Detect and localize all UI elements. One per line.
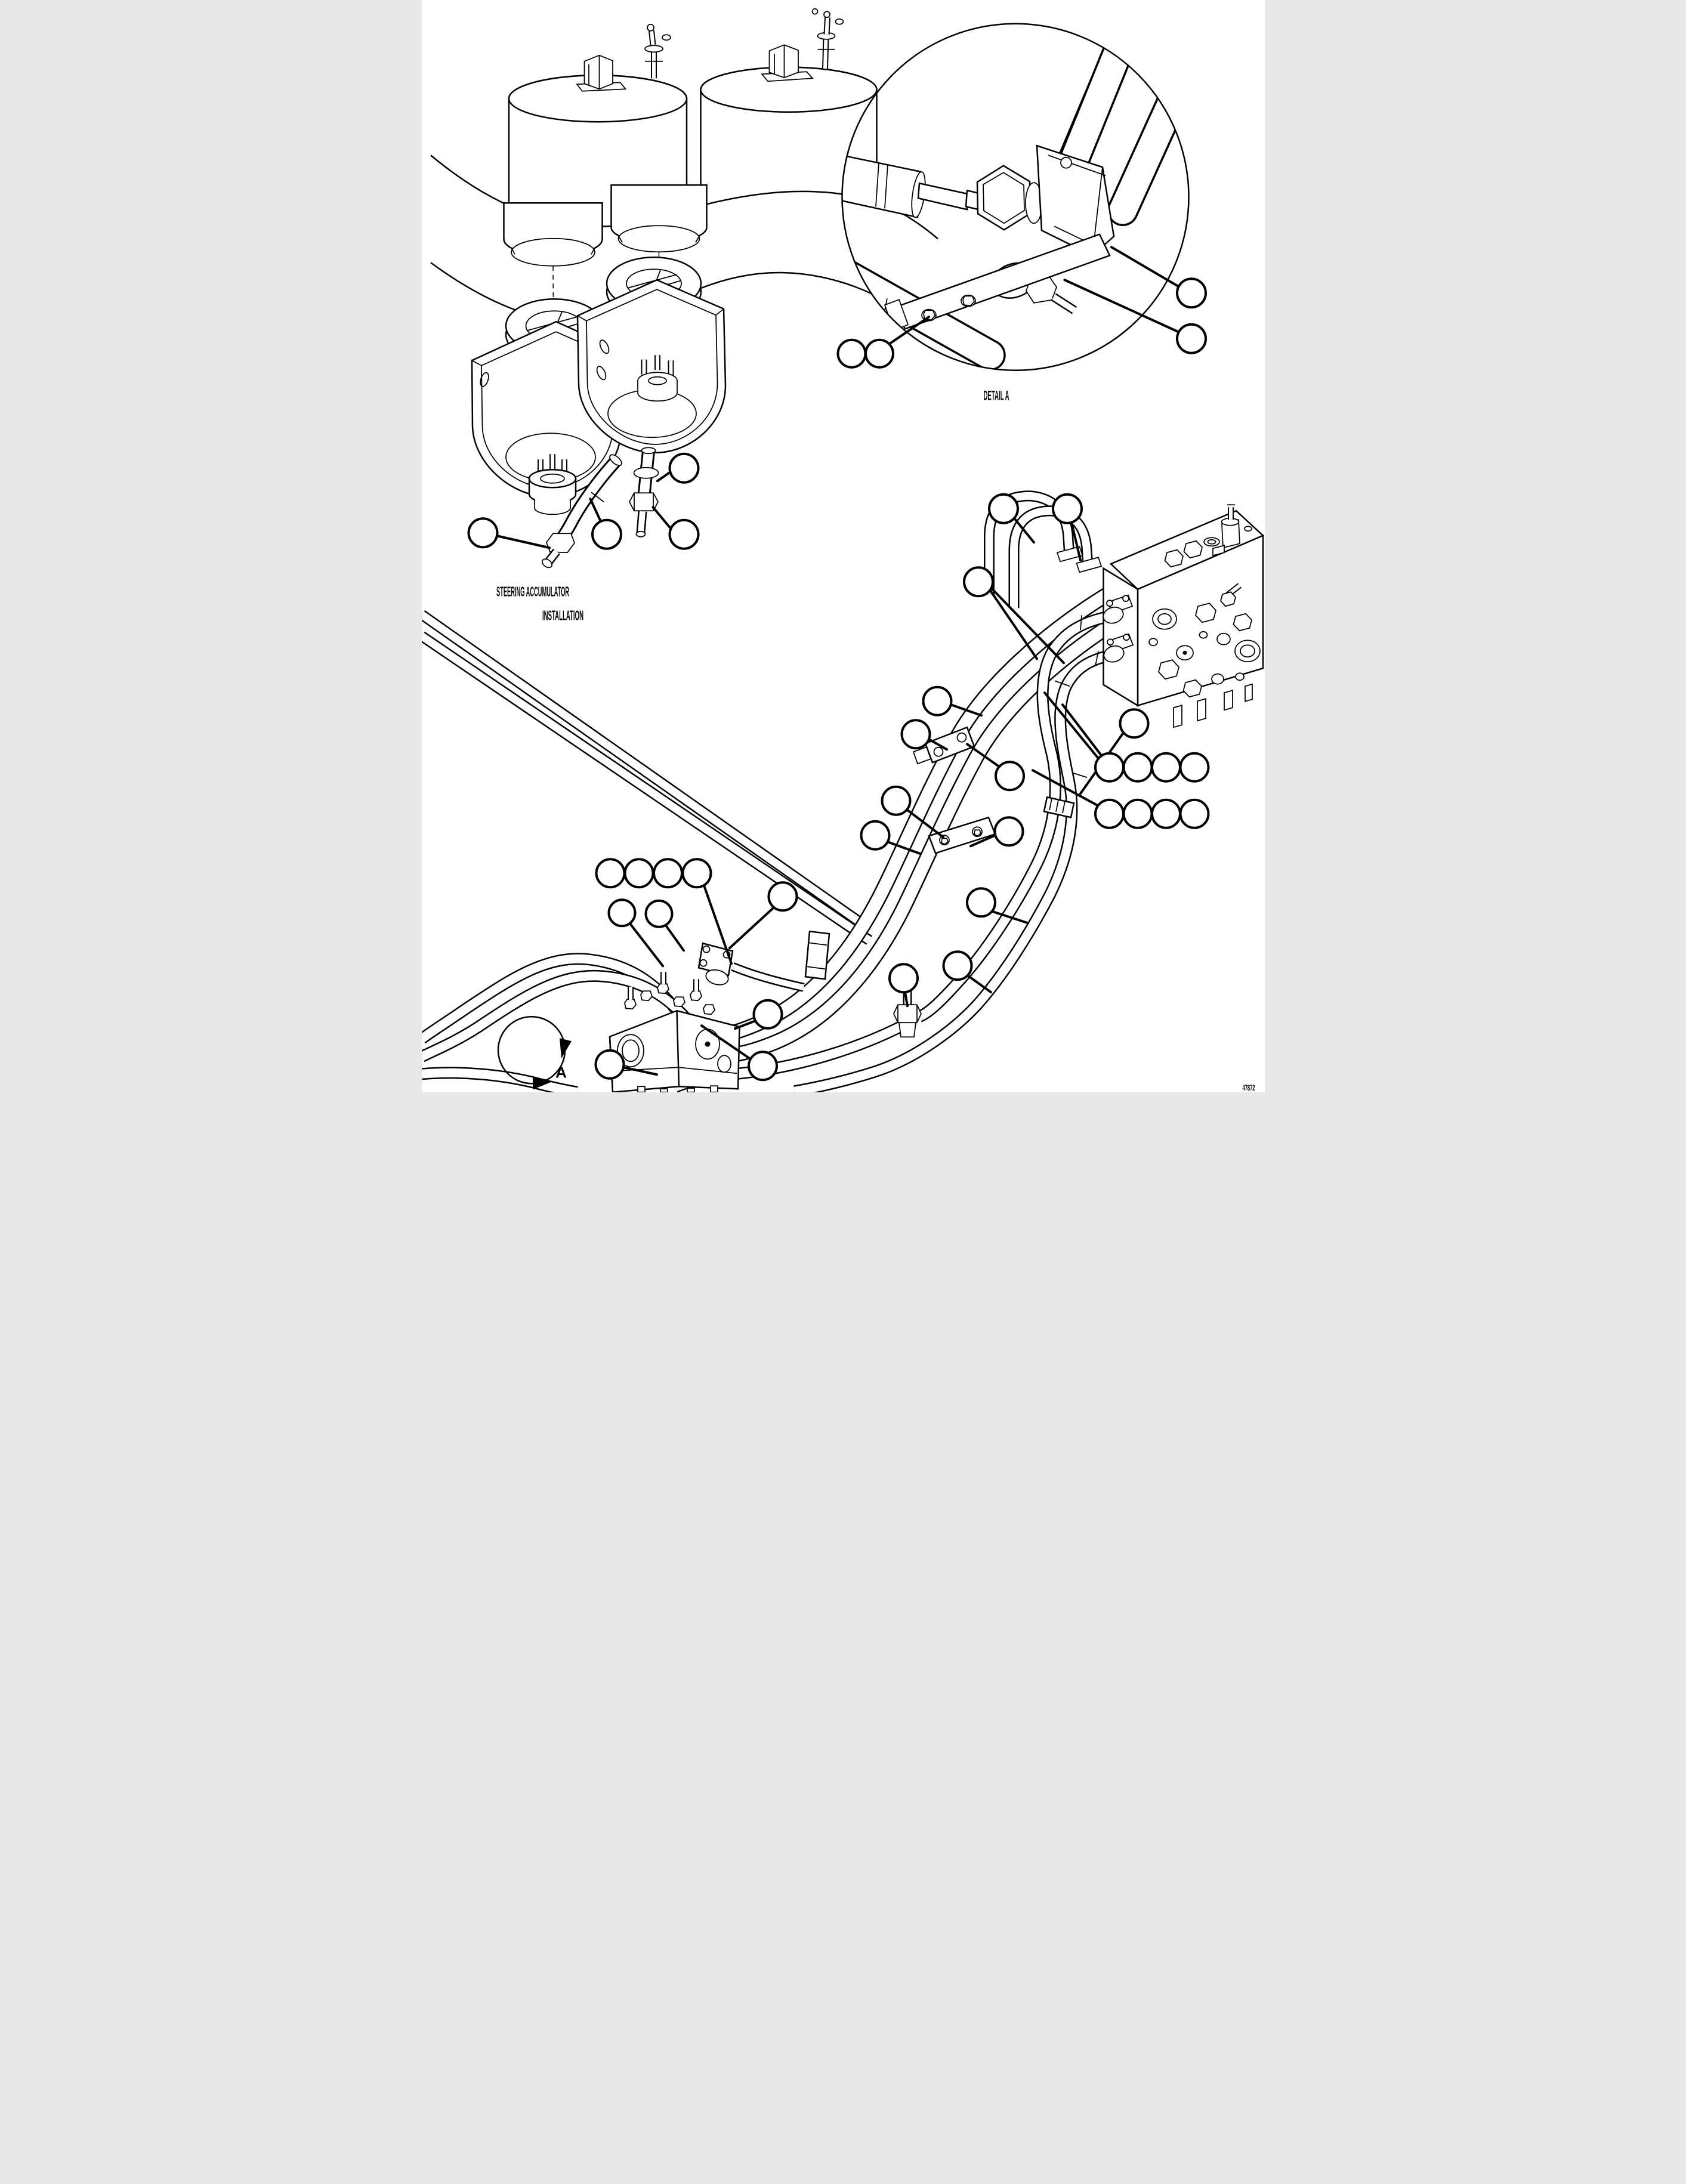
leader-line (590, 499, 601, 521)
leader-line (653, 507, 671, 529)
leader-line (630, 923, 663, 966)
flange-in-bracket (638, 355, 677, 401)
callout-balloon (596, 859, 624, 887)
detail-a-caption: DETAIL A (983, 388, 1009, 403)
drawing-number: 47872 (1242, 1083, 1255, 1092)
callout-balloon (749, 1052, 777, 1080)
steering-accumulator-figure (431, 9, 938, 623)
callout-balloon (625, 859, 653, 887)
callout-balloon (1095, 800, 1123, 828)
detail-a-figure (836, 18, 1206, 403)
callout-balloon (683, 859, 711, 887)
leader-line (1064, 280, 1178, 332)
figure-caption-line1: STEERING ACCUMULATOR (496, 583, 569, 600)
callout-balloon (861, 821, 889, 849)
leader-line (1111, 247, 1179, 286)
callout-balloon (1152, 753, 1180, 781)
callout-balloon (995, 817, 1023, 845)
callout-balloon (669, 454, 698, 483)
callout-balloon (1180, 753, 1208, 781)
callout-balloon (595, 1051, 623, 1079)
detail-a-content (836, 18, 1188, 355)
long-tube-pair (422, 614, 869, 940)
callout-balloon (1053, 495, 1082, 523)
leader-line (657, 472, 671, 481)
arrow-down-icon (560, 1038, 572, 1058)
diagram-sheet (422, 0, 1265, 1092)
leader-line (730, 907, 774, 948)
callout-balloon (1177, 325, 1206, 353)
leader-line (497, 536, 549, 548)
callout-balloon (468, 518, 497, 547)
callout-balloon (901, 720, 930, 748)
callout-balloon (768, 882, 796, 910)
leader-line (666, 925, 684, 950)
steering-pump (610, 972, 740, 1092)
callout-balloon (882, 787, 910, 815)
junction-flange (699, 943, 804, 987)
callout-balloon (890, 964, 918, 992)
callout-balloon (754, 1000, 782, 1028)
callout-balloon (1123, 800, 1151, 828)
callout-balloon (654, 859, 682, 887)
view-marker-label: A (555, 1063, 567, 1082)
callout-balloon (646, 901, 672, 927)
callout-balloon (669, 520, 698, 549)
valve-block (1101, 505, 1262, 727)
callout-balloon (1177, 279, 1206, 307)
tube-strap-clamp (805, 931, 829, 979)
callout-balloon (1095, 753, 1123, 781)
callout-balloon (1123, 753, 1151, 781)
callout-balloon (1152, 800, 1180, 828)
callout-balloon (1180, 800, 1208, 828)
mounting-bracket-right (578, 280, 725, 453)
callout-balloon (964, 567, 993, 596)
callout-balloon (592, 520, 621, 549)
elbow-fitting (541, 533, 575, 569)
callout-balloon (967, 888, 995, 916)
jam-nut (977, 166, 1042, 230)
callout-balloon (609, 900, 635, 926)
figure-caption-line2: INSTALLATION (542, 607, 583, 623)
callout-balloon (838, 340, 865, 367)
accumulator-hose-straight (629, 447, 659, 537)
callout-balloon (923, 687, 951, 715)
